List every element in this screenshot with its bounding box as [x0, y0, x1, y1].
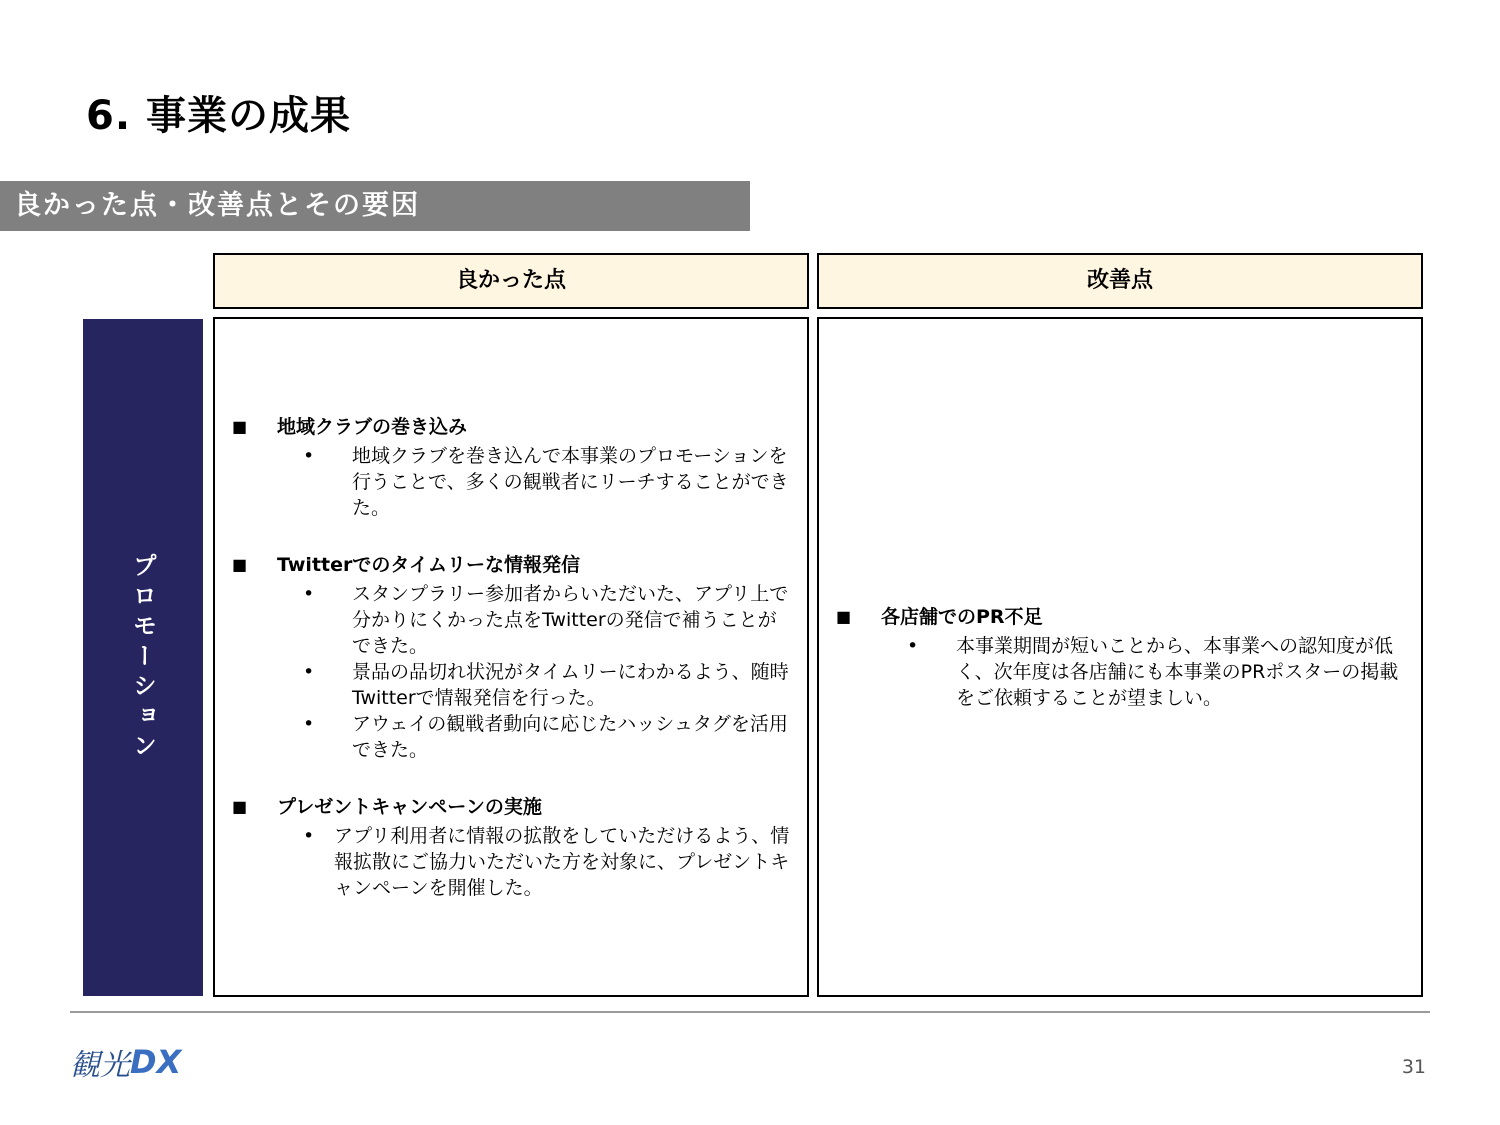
section-header: 良かった点・改善点とその要因 — [0, 181, 750, 231]
improve-group-1 — [819, 603, 1421, 711]
bullet-item: • アウェイの観戦者動向に応じたハッシュタグを活用できた。 — [303, 713, 788, 761]
column-header-good: 良かった点 — [213, 253, 809, 309]
bullet-dot: • — [907, 635, 919, 657]
good-group-1 — [215, 413, 807, 521]
group-heading: ■ プレゼントキャンペーンの実施 — [215, 793, 807, 821]
bullet-dot: • — [303, 713, 315, 735]
bullet-dot: • — [303, 445, 315, 467]
bullet-item: • スタンプラリー参加者からいただいた、アプリ上で分かりにくかった点をTwitterの発信で補うことができた。 — [303, 583, 789, 657]
good-group-2 — [215, 551, 807, 763]
page-number: 31 — [1401, 1056, 1426, 1078]
square-marker: ■ — [232, 797, 248, 816]
group-heading: ■ 地域クラブの巻き込み — [215, 413, 807, 441]
page-title: 6. 事業の成果 — [86, 93, 351, 139]
column-header-improve: 改善点 — [817, 253, 1423, 309]
square-marker: ■ — [232, 417, 248, 436]
bullet-dot: • — [303, 583, 315, 605]
logo-text-dx: DX — [130, 1043, 182, 1081]
bullet-dot: • — [303, 825, 315, 847]
bullet-item: • 地域クラブを巻き込んで本事業のプロモーションを行うことで、多くの観戦者にリーチすることができた。 — [303, 445, 789, 519]
logo-text-kanko: 観光 — [70, 1048, 130, 1083]
good-group-3 — [215, 793, 807, 901]
bullet-dot: • — [303, 661, 315, 683]
group-heading: ■ Twitterでのタイムリーな情報発信 — [215, 551, 807, 579]
kanko-dx-logo — [70, 1040, 181, 1084]
improvement-points-cell — [817, 317, 1423, 997]
bullet-item: • アプリ利用者に情報の拡散をしていただけるよう、情報拡散にご協力いただいた方を対象に、プレゼントキャンペーンを開催した。 — [303, 825, 790, 899]
group-heading: ■ 各店舗でのPR不足 — [819, 603, 1421, 631]
square-marker: ■ — [232, 555, 248, 574]
square-marker: ■ — [836, 607, 852, 626]
bullet-item: • 景品の品切れ状況がタイムリーにわかるよう、随時Twitterで情報発信を行った。 — [303, 661, 789, 709]
bullet-item: • 本事業期間が短いことから、本事業への認知度が低く、次年度は各店舗にも本事業のPRポスターの掲載をご依頼することが望ましい。 — [907, 635, 1399, 709]
good-points-cell — [213, 317, 809, 997]
footer-divider — [70, 1011, 1430, 1013]
row-label-text: プロモーション — [128, 552, 157, 763]
row-label-promotion — [83, 319, 203, 996]
